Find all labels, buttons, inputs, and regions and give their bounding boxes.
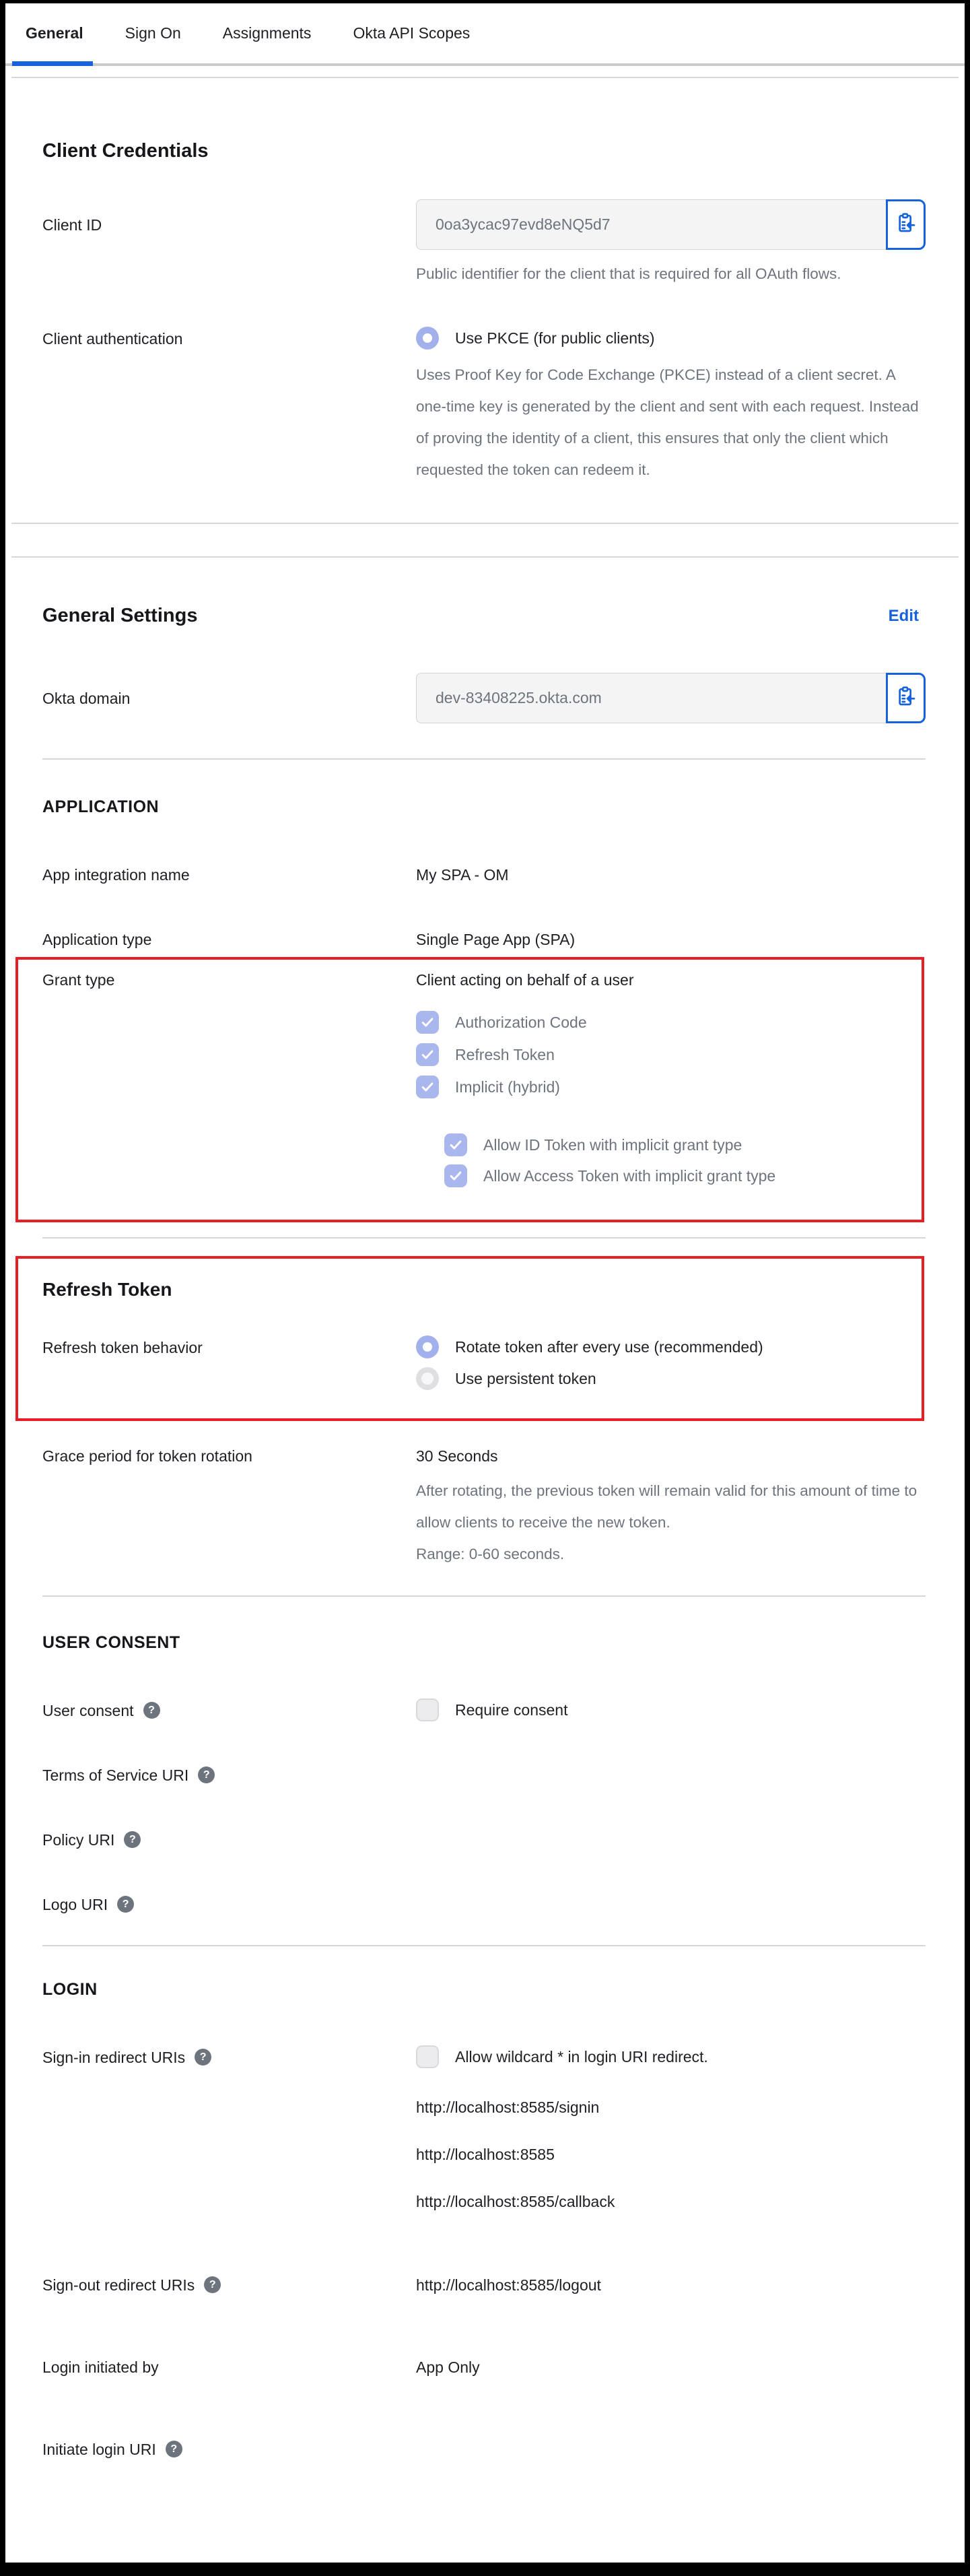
grant-implicit-option[interactable]: [416, 1076, 881, 1098]
pkce-option-label: Use PKCE (for public clients): [455, 329, 655, 347]
copy-okta-domain-button[interactable]: [886, 673, 926, 723]
grace-period-description: After rotating, the previous token will remain valid for this amount of time to allow clients to receive the new token.: [416, 1482, 917, 1531]
signin-uri-list: [416, 2095, 924, 2214]
grant-type-annotation-box: [15, 957, 924, 1222]
okta-domain-row: [5, 673, 965, 723]
section-divider: [42, 1945, 926, 1946]
selected-radio-icon[interactable]: [416, 1335, 439, 1358]
user-consent-label: [42, 1698, 416, 1723]
user-consent-label-text: User consent: [42, 1702, 134, 1719]
client-id-help-text: Public identifier for the client that is required for all OAuth flows.: [416, 265, 841, 282]
grant-implicit-label: Implicit (hybrid): [455, 1078, 560, 1096]
signin-redirect-label: [42, 2045, 416, 2070]
okta-domain-value: dev-83408225.okta.com: [436, 689, 602, 706]
allow-access-token-option[interactable]: [444, 1164, 881, 1187]
terms-of-service-row: [5, 1763, 965, 1787]
help-icon[interactable]: ?: [143, 1702, 160, 1719]
refresh-token-behavior-label: Refresh token behavior: [42, 1339, 203, 1356]
copy-to-clipboard-icon: [895, 686, 917, 711]
unchecked-checkbox-icon[interactable]: [416, 2045, 439, 2068]
section-divider: [42, 1237, 926, 1239]
require-consent-option[interactable]: [416, 1698, 924, 1721]
grant-type-label: Grant type: [42, 971, 115, 989]
initiate-login-row: [5, 2437, 965, 2482]
policy-uri-label: [42, 1828, 416, 1852]
user-consent-row: [5, 1698, 965, 1723]
checked-checkbox-icon[interactable]: [416, 1076, 439, 1098]
unselected-radio-icon[interactable]: [416, 1367, 439, 1390]
tab-assignments[interactable]: [223, 3, 312, 63]
tab-general[interactable]: [26, 3, 83, 63]
logo-uri-label-text: Logo URI: [42, 1896, 108, 1913]
help-icon[interactable]: ?: [124, 1831, 141, 1848]
grant-refresh-token-option[interactable]: [416, 1043, 881, 1066]
client-id-input[interactable]: [416, 199, 886, 250]
client-id-field-group: [416, 199, 926, 250]
initiate-login-label: [42, 2437, 416, 2462]
app-integration-name-label: App integration name: [42, 866, 190, 884]
application-type-value: Single Page App (SPA): [416, 931, 576, 948]
signout-redirect-label: [42, 2273, 416, 2297]
grant-type-row: [18, 968, 922, 1195]
client-authentication-label: Client authentication: [42, 330, 183, 348]
grace-period-label: Grace period for token rotation: [42, 1447, 252, 1465]
okta-domain-field-group: [416, 673, 926, 723]
rotate-token-label: Rotate token after every use (recommended): [455, 1338, 763, 1356]
application-type-label: Application type: [42, 931, 152, 948]
client-credentials-title: Client Credentials: [42, 140, 209, 162]
signin-uri: http://localhost:8585/callback: [416, 2193, 615, 2210]
login-initiated-label: Login initiated by: [42, 2358, 159, 2376]
signout-redirect-label-text: Sign-out redirect URIs: [42, 2276, 195, 2294]
client-id-label: Client ID: [42, 216, 102, 234]
login-initiated-value: App Only: [416, 2358, 480, 2376]
client-id-value: 0oa3ycac97evd8eNQ5d7: [436, 216, 611, 233]
tab-bar: [5, 3, 965, 66]
grant-group-title: Client acting on behalf of a user: [416, 971, 634, 989]
active-tab-indicator: [12, 61, 93, 66]
logo-uri-row: [5, 1892, 965, 1917]
section-divider: [42, 758, 926, 760]
edit-link[interactable]: Edit: [888, 606, 919, 625]
application-heading: APPLICATION: [42, 797, 160, 816]
signin-uri: http://localhost:8585/signin: [416, 2099, 600, 2116]
pkce-radio-icon[interactable]: [416, 327, 439, 350]
refresh-token-heading: Refresh Token: [42, 1279, 172, 1300]
card-top-border: [11, 77, 959, 78]
copy-client-id-button[interactable]: [886, 199, 926, 250]
checked-checkbox-icon[interactable]: [444, 1133, 467, 1156]
grace-period-value: 30 Seconds: [416, 1447, 498, 1465]
section-divider: [42, 1595, 926, 1597]
grant-type-checkbox-group: [416, 1011, 881, 1187]
checked-checkbox-icon[interactable]: [444, 1164, 467, 1187]
general-settings-header: [5, 605, 965, 627]
wildcard-redirect-label: Allow wildcard * in login URI redirect.: [455, 2048, 708, 2066]
grant-refresh-token-label: Refresh Token: [455, 1046, 555, 1063]
pkce-description: Uses Proof Key for Code Exchange (PKCE) instead of a client secret. A one-time key is generated by the client and sent with each request. Instead of proving the identity of a client, this ensures that only the client which requested the token can redeem it.: [416, 366, 919, 478]
unchecked-checkbox-icon[interactable]: [416, 1698, 439, 1721]
rotate-token-radio-option[interactable]: [416, 1335, 881, 1358]
checked-checkbox-icon[interactable]: [416, 1043, 439, 1066]
checked-checkbox-icon[interactable]: [416, 1011, 439, 1034]
refresh-token-behavior-row: [18, 1335, 922, 1390]
client-authentication-row: [5, 327, 965, 523]
allow-access-token-label: Allow Access Token with implicit grant type: [483, 1167, 776, 1185]
tab-okta-api-scopes-label: Okta API Scopes: [353, 24, 471, 42]
terms-of-service-label-text: Terms of Service URI: [42, 1766, 189, 1784]
grace-period-row: [5, 1444, 965, 1570]
tab-sign-on[interactable]: [125, 3, 181, 63]
wildcard-redirect-option[interactable]: [416, 2045, 924, 2068]
copy-to-clipboard-icon: [895, 212, 917, 237]
persistent-token-label: Use persistent token: [455, 1370, 596, 1387]
help-icon[interactable]: ?: [166, 2441, 182, 2457]
card1-bottom-border: [11, 523, 959, 524]
persistent-token-radio-option[interactable]: [416, 1367, 881, 1390]
allow-id-token-option[interactable]: [444, 1133, 881, 1156]
policy-uri-row: [5, 1828, 965, 1852]
signin-redirect-label-text: Sign-in redirect URIs: [42, 2049, 186, 2066]
login-initiated-row: [5, 2355, 965, 2379]
tab-okta-api-scopes[interactable]: [353, 3, 470, 63]
okta-domain-input[interactable]: [416, 673, 886, 723]
signin-redirect-row: [5, 2045, 965, 2237]
tab-assignments-label: Assignments: [222, 24, 312, 42]
okta-domain-label: Okta domain: [42, 690, 131, 707]
allow-id-token-label: Allow ID Token with implicit grant type: [483, 1136, 742, 1154]
tab-sign-on-label: Sign On: [125, 24, 181, 42]
signout-uri: http://localhost:8585/logout: [416, 2276, 601, 2294]
require-consent-label: Require consent: [455, 1701, 568, 1719]
client-id-row: [5, 199, 965, 290]
app-integration-name-row: [5, 863, 965, 887]
grant-authorization-code-label: Authorization Code: [455, 1014, 587, 1031]
help-icon[interactable]: ?: [117, 1896, 134, 1913]
help-icon[interactable]: ?: [204, 2276, 221, 2293]
card2-top-border: [11, 556, 959, 558]
general-settings-title: General Settings: [42, 605, 198, 626]
tab-general-label: General: [26, 24, 83, 42]
help-icon[interactable]: ?: [198, 1766, 215, 1783]
policy-uri-label-text: Policy URI: [42, 1831, 115, 1849]
login-heading: LOGIN: [42, 1980, 98, 1999]
grace-period-range: Range: 0-60 seconds.: [416, 1546, 565, 1562]
terms-of-service-label: [42, 1763, 416, 1787]
application-type-row: [5, 927, 965, 952]
help-icon[interactable]: ?: [195, 2049, 211, 2066]
implicit-sub-options: [444, 1133, 881, 1187]
pkce-radio-option[interactable]: [416, 327, 924, 350]
logo-uri-label: [42, 1892, 416, 1917]
app-integration-name-value: My SPA - OM: [416, 866, 509, 884]
grant-authorization-code-option[interactable]: [416, 1011, 881, 1034]
user-consent-heading: USER CONSENT: [42, 1633, 180, 1652]
signin-uri: http://localhost:8585: [416, 2146, 555, 2163]
initiate-login-label-text: Initiate login URI: [42, 2441, 156, 2458]
signout-redirect-row: [5, 2273, 965, 2297]
refresh-token-annotation-box: [15, 1256, 924, 1421]
